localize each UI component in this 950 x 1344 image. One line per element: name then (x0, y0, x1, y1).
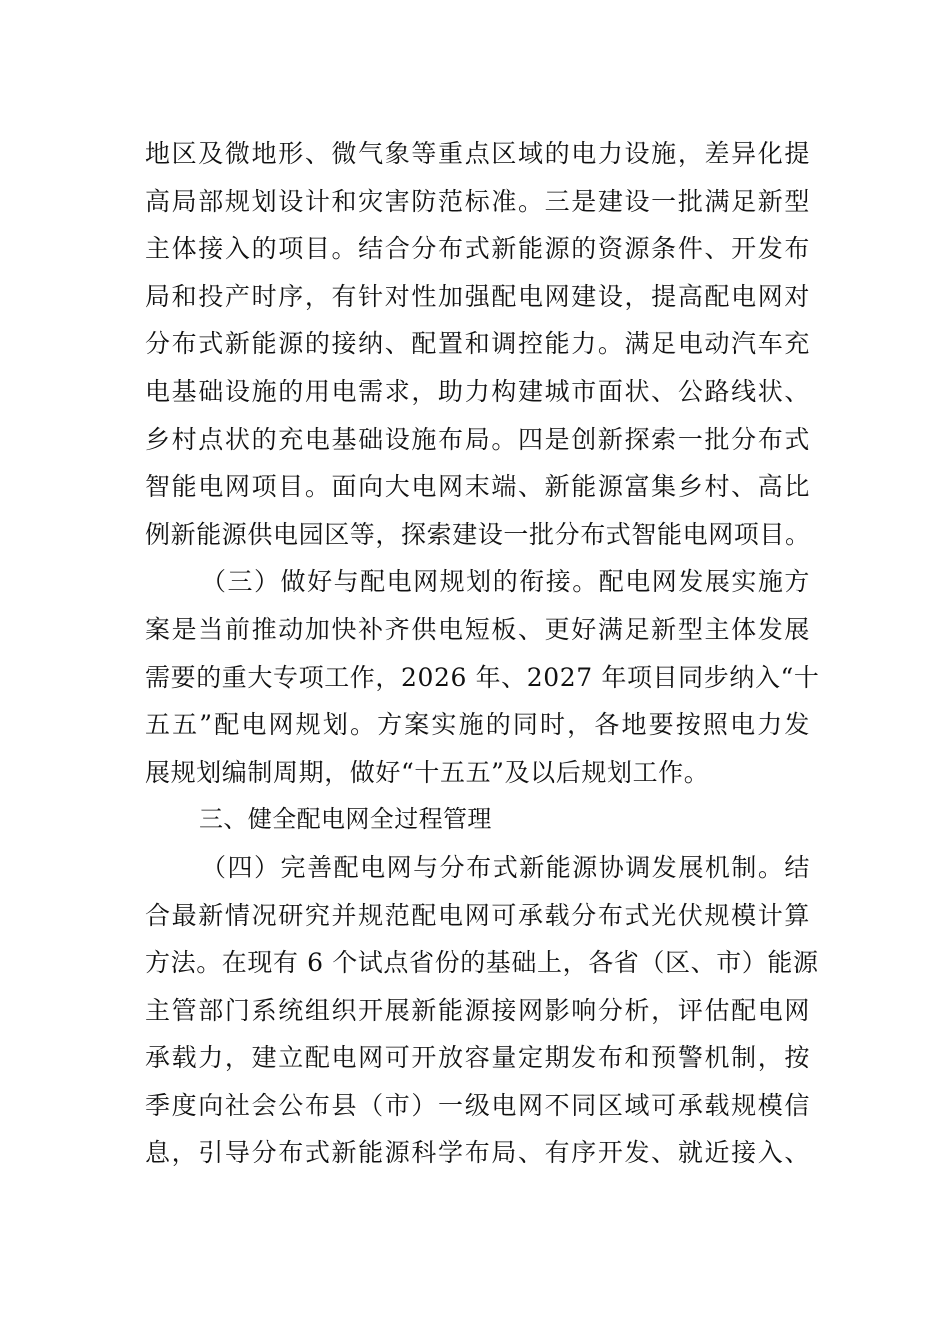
text-line: 地区及微地形、微气象等重点区域的电力设施，差异化提 (145, 139, 810, 168)
text-line: 分布式新能源的接纳、配置和调控能力。满足电动汽车充 (145, 329, 810, 359)
text-line: 主体接入的项目。结合分布式新能源的资源条件、开发布 (145, 234, 810, 264)
text-line: 季度向社会公布县（市）一级电网不同区域可承载规模信 (145, 1090, 810, 1120)
text-line: 承载力，建立配电网可开放容量定期发布和预警机制，按 (145, 1043, 810, 1073)
text-line: 例新能源供电园区等，探索建设一批分布式智能电网项目。 (145, 519, 811, 549)
paragraph-1 (145, 130, 810, 558)
text-line: 高局部规划设计和灾害防范标准。三是建设一批满足新型 (145, 186, 810, 216)
text-line: 案是当前推动加快补齐供电短板、更好满足新型主体发展 (145, 614, 810, 644)
document-body (145, 130, 820, 1177)
text-line: （三）做好与配电网规划的衔接。配电网发展实施方 (201, 567, 810, 597)
paragraph-2 (145, 558, 820, 796)
text-line: 乡村点状的充电基础设施布局。四是创新探索一批分布式 (145, 424, 810, 454)
text-line: 电基础设施的用电需求，助力构建城市面状、公路线状、 (145, 376, 810, 406)
text-line: 五五”配电网规划。方案实施的同时，各地要按照电力发 (145, 710, 810, 740)
text-line: 需要的重大专项工作，2026 年、2027 年项目同步纳入“十 (145, 662, 820, 692)
text-line: （四）完善配电网与分布式新能源协调发展机制。结 (201, 852, 810, 882)
text-line: 息，引导分布式新能源科学布局、有序开发、就近接入、 (145, 1138, 810, 1168)
text-line: 智能电网项目。面向大电网末端、新能源富集乡村、高比 (145, 472, 810, 502)
section-heading: 三、健全配电网全过程管理 (199, 805, 492, 834)
text-line: 合最新情况研究并规范配电网可承载分布式光伏规模计算 (145, 900, 810, 930)
text-line: 局和投产时序，有针对性加强配电网建设，提高配电网对 (145, 281, 810, 311)
paragraph-3 (145, 844, 819, 1177)
text-line: 展规划编制周期，做好“十五五”及以后规划工作。 (145, 757, 710, 787)
text-line: 主管部门系统组织开展新能源接网影响分析，评估配电网 (145, 995, 810, 1025)
text-line: 方法。在现有 6 个试点省份的基础上，各省（区、市）能源 (145, 948, 819, 978)
